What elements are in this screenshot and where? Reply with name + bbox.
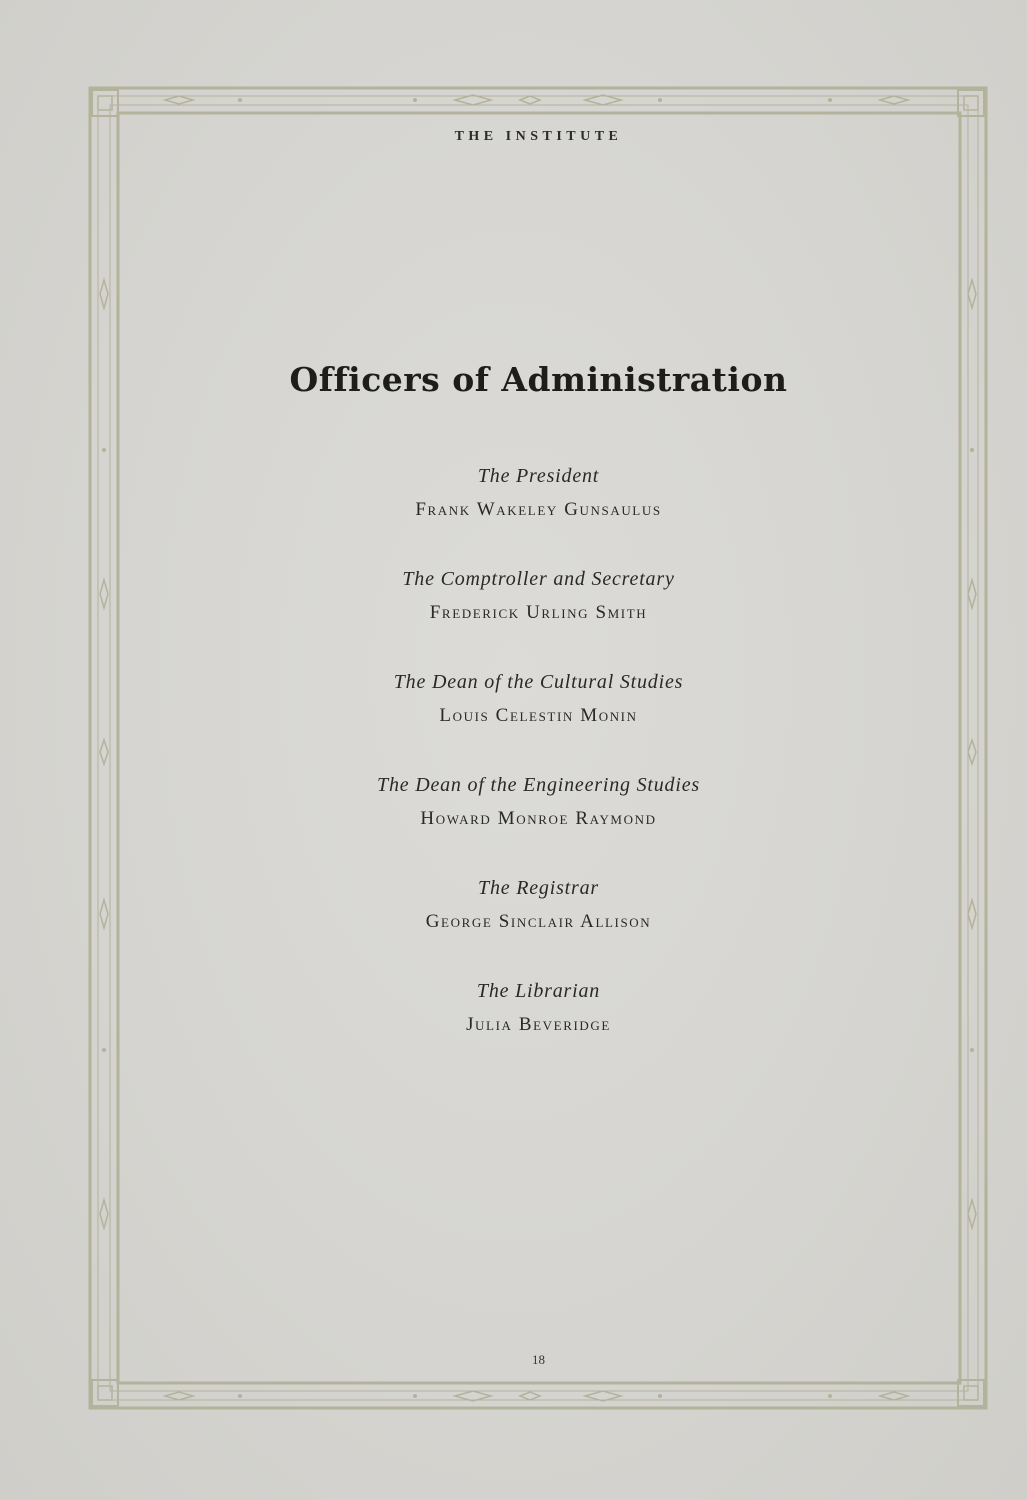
officer-entry [0, 670, 1027, 728]
officer-entry [0, 773, 1027, 831]
officer-entry [0, 979, 1027, 1037]
running-head: THE INSTITUTE [454, 129, 623, 144]
officer-name: Louis Celestin Monin [439, 705, 638, 726]
officer-role: The Dean of the Cultural Studies [393, 671, 684, 693]
officer-name: Frederick Urling Smith [429, 602, 648, 623]
page-title: Officers of Administration [289, 360, 788, 399]
officer-name: George Sinclair Allison [425, 911, 652, 932]
officer-name: Julia Beveridge [466, 1014, 611, 1035]
officer-name: Howard Monroe Raymond [420, 808, 657, 829]
officer-entry [0, 464, 1027, 522]
officer-entry [0, 876, 1027, 934]
officer-entry [0, 567, 1027, 625]
officer-role: The Librarian [476, 980, 601, 1002]
officer-role: The Dean of the Engineering Studies [377, 774, 700, 796]
page-number: 18 [532, 1352, 545, 1367]
officer-role: The Comptroller and Secretary [402, 568, 675, 590]
officer-role: The Registrar [478, 877, 599, 899]
officer-name: Frank Wakeley Gunsaulus [415, 499, 662, 520]
officer-role: The President [477, 465, 600, 487]
